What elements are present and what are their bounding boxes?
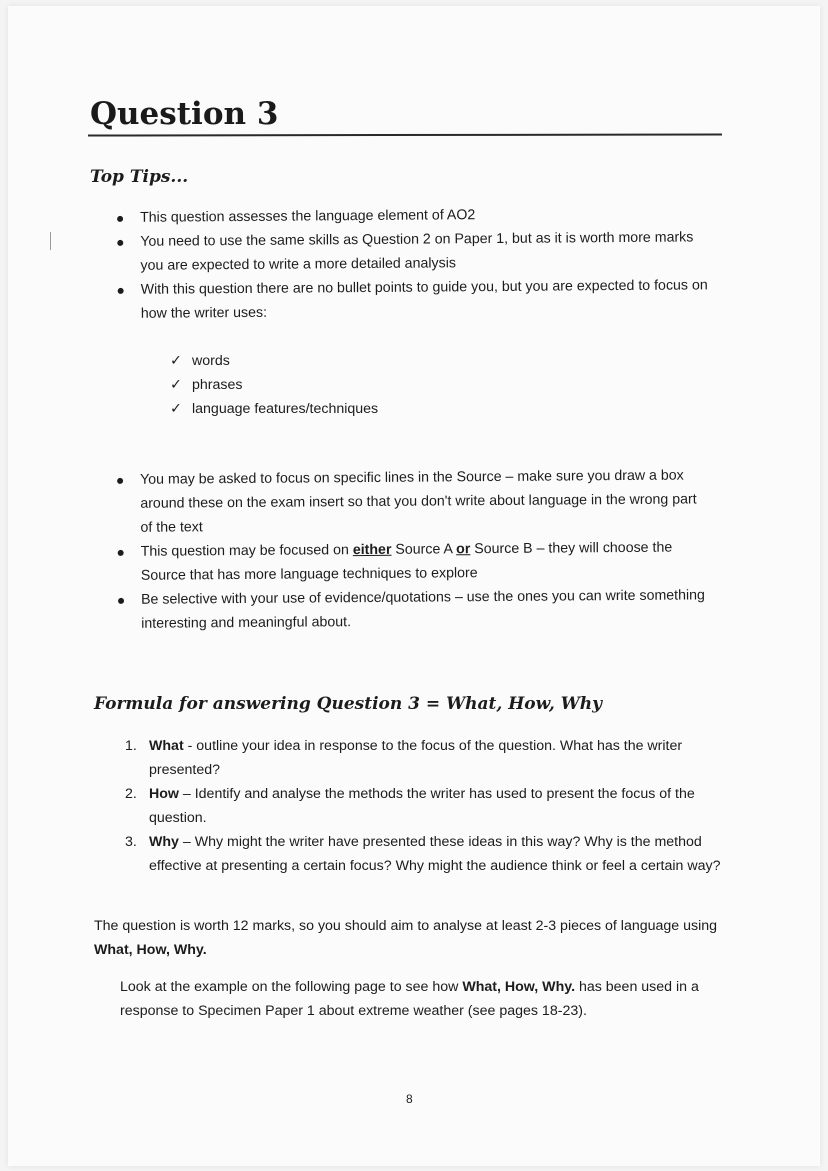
example-paragraph: Look at the example on the following page to see how What, How, Why. has been used in a response to Specimen Paper 1 about extreme weather (see pages 18-23).	[120, 979, 699, 1019]
tick-icon: ✓	[170, 377, 182, 393]
list-item: This question assesses the language element of AO2	[112, 201, 712, 230]
scan-artifact	[50, 232, 51, 250]
list-item: Be selective with your use of evidence/quotations – use the ones you can write something interesting and meaningful about.	[113, 583, 713, 636]
checklist-item: ✓ words	[170, 349, 378, 373]
marks-paragraph: The question is worth 12 marks, so you should aim to analyse at least 2-3 pieces of language using What, How, Why.	[94, 918, 718, 958]
emphasis-either: either	[352, 541, 392, 559]
list-item: This question may be focused on either Source A or Source B – they will choose the Source that has more language techniques to explore	[113, 535, 713, 588]
list-item: With this question there are no bullet points to guide you, but you are expected to focus on how the writer uses:	[113, 273, 713, 326]
tips-list-top	[112, 201, 713, 326]
formula-heading: Formula for answering Question 3 = What, How, Why	[94, 694, 603, 714]
list-item: You may be asked to focus on specific lines in the Source – make sure you draw a box around these on the exam insert so that you don't write about language in the wrong part of the text	[112, 463, 713, 540]
checklist-item: ✓ phrases	[170, 373, 378, 397]
checklist	[170, 349, 378, 421]
page-title: Question 3	[90, 96, 279, 132]
step-item: 1. What - outline your idea in response to the focus of the question. What has the writer presented?	[125, 738, 683, 778]
emphasis-or: or	[456, 541, 471, 558]
title-underline	[88, 133, 722, 136]
tips-heading: Top Tips...	[90, 167, 189, 187]
document-page	[8, 6, 820, 1166]
step-item: 3. Why – Why might the writer have presented these ideas in this way? Why is the method effective at presenting a certain focus? Why might the audience think or feel a certain way?	[125, 834, 721, 874]
step-item: 2. How – Identify and analyse the methods the writer has used to present the focus of the question.	[125, 786, 695, 826]
tick-icon: ✓	[170, 353, 182, 369]
page-number: 8	[406, 1092, 413, 1106]
formula-steps	[120, 734, 732, 878]
tips-list-bottom	[112, 463, 713, 636]
list-item: You need to use the same skills as Question 2 on Paper 1, but as it is worth more marks you are expected to write a more detailed analysis	[112, 225, 712, 278]
tick-icon: ✓	[170, 401, 182, 417]
checklist-item: ✓ language features/techniques	[170, 397, 378, 421]
